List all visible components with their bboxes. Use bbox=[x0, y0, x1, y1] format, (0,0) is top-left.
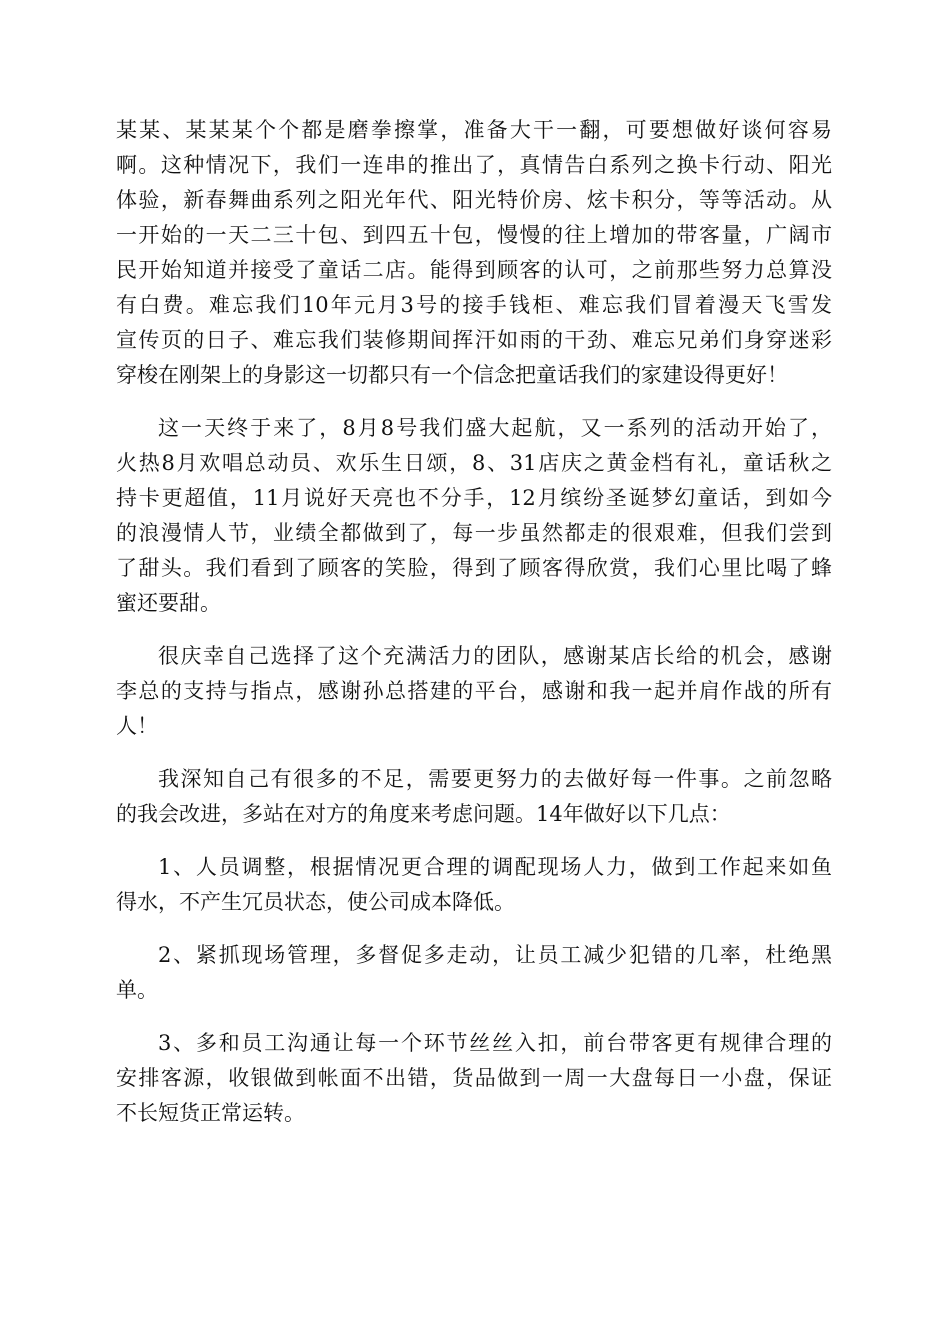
paragraph-line: 3、多和员工沟通让每一个环节丝丝入扣，前台带客更有规律合理的 bbox=[158, 1031, 832, 1055]
paragraph-6 bbox=[116, 938, 832, 1008]
paragraph-line: 很庆幸自己选择了这个充满活力的团队，感谢某店长给的机会，感谢 bbox=[158, 644, 832, 668]
paragraph-line: 单。 bbox=[116, 978, 158, 1002]
paragraph-line: 李总的支持与指点，感谢孙总搭建的平台，感谢和我一起并肩作战的所有 bbox=[116, 679, 832, 703]
paragraph-2 bbox=[116, 411, 832, 621]
paragraph-7 bbox=[116, 1026, 832, 1131]
paragraph-line: 2、紧抓现场管理，多督促多走动，让员工减少犯错的几率，杜绝黑 bbox=[158, 943, 832, 967]
paragraph-line: 持卡更超值，11月说好天亮也不分手，12月缤纷圣诞梦幻童话，到如今 bbox=[116, 486, 832, 510]
paragraph-1 bbox=[116, 113, 832, 393]
paragraph-line: 的浪漫情人节，业绩全都做到了，每一步虽然都走的很艰难，但我们尝到 bbox=[116, 521, 832, 545]
paragraph-line: 民开始知道并接受了童话二店。能得到顾客的认可，之前那些努力总算没 bbox=[116, 258, 832, 282]
paragraph-line: 啊。这种情况下，我们一连串的推出了，真情告白系列之换卡行动、阳光 bbox=[116, 153, 832, 177]
paragraph-line: 了甜头。我们看到了顾客的笑脸，得到了顾客得欣赏，我们心里比喝了蜂 bbox=[116, 556, 832, 580]
paragraph-3 bbox=[116, 639, 832, 744]
paragraph-line: 的我会改进，多站在对方的角度来考虑问题。14年做好以下几点： bbox=[116, 802, 731, 826]
document-page bbox=[116, 113, 832, 1149]
paragraph-line: 安排客源，收银做到帐面不出错，货品做到一周一大盘每日一小盘，保证 bbox=[116, 1066, 832, 1090]
paragraph-line: 人！ bbox=[116, 714, 158, 738]
paragraph-5 bbox=[116, 850, 832, 920]
paragraph-line: 我深知自己有很多的不足，需要更努力的去做好每一件事。之前忽略 bbox=[158, 767, 832, 791]
paragraph-4 bbox=[116, 762, 832, 832]
paragraph-line: 宣传页的日子、难忘我们装修期间挥汗如雨的干劲、难忘兄弟们身穿迷彩 bbox=[116, 328, 832, 352]
paragraph-line: 1、人员调整，根据情况更合理的调配现场人力，做到工作起来如鱼 bbox=[158, 855, 832, 879]
paragraph-line: 这一天终于来了，8月8号我们盛大起航，又一系列的活动开始了， bbox=[158, 416, 832, 440]
paragraph-line: 有白费。难忘我们10年元月3号的接手钱柜、难忘我们冒着漫天飞雪发 bbox=[116, 293, 832, 317]
paragraph-line: 穿梭在刚架上的身影这一切都只有一个信念把童话我们的家建设得更好！ bbox=[116, 363, 788, 387]
paragraph-line: 一开始的一天二三十包、到四五十包，慢慢的往上增加的带客量，广阔市 bbox=[116, 223, 832, 247]
paragraph-line: 某某、某某某个个都是磨拳擦掌，准备大干一翻，可要想做好谈何容易 bbox=[116, 118, 832, 142]
paragraph-line: 火热8月欢唱总动员、欢乐生日颂，8、31店庆之黄金档有礼，童话秋之 bbox=[116, 451, 832, 475]
paragraph-line: 蜜还要甜。 bbox=[116, 591, 221, 615]
paragraph-line: 体验，新春舞曲系列之阳光年代、阳光特价房、炫卡积分，等等活动。从 bbox=[116, 188, 832, 212]
paragraph-line: 不长短货正常运转。 bbox=[116, 1101, 305, 1125]
paragraph-line: 得水，不产生冗员状态，使公司成本降低。 bbox=[116, 890, 515, 914]
